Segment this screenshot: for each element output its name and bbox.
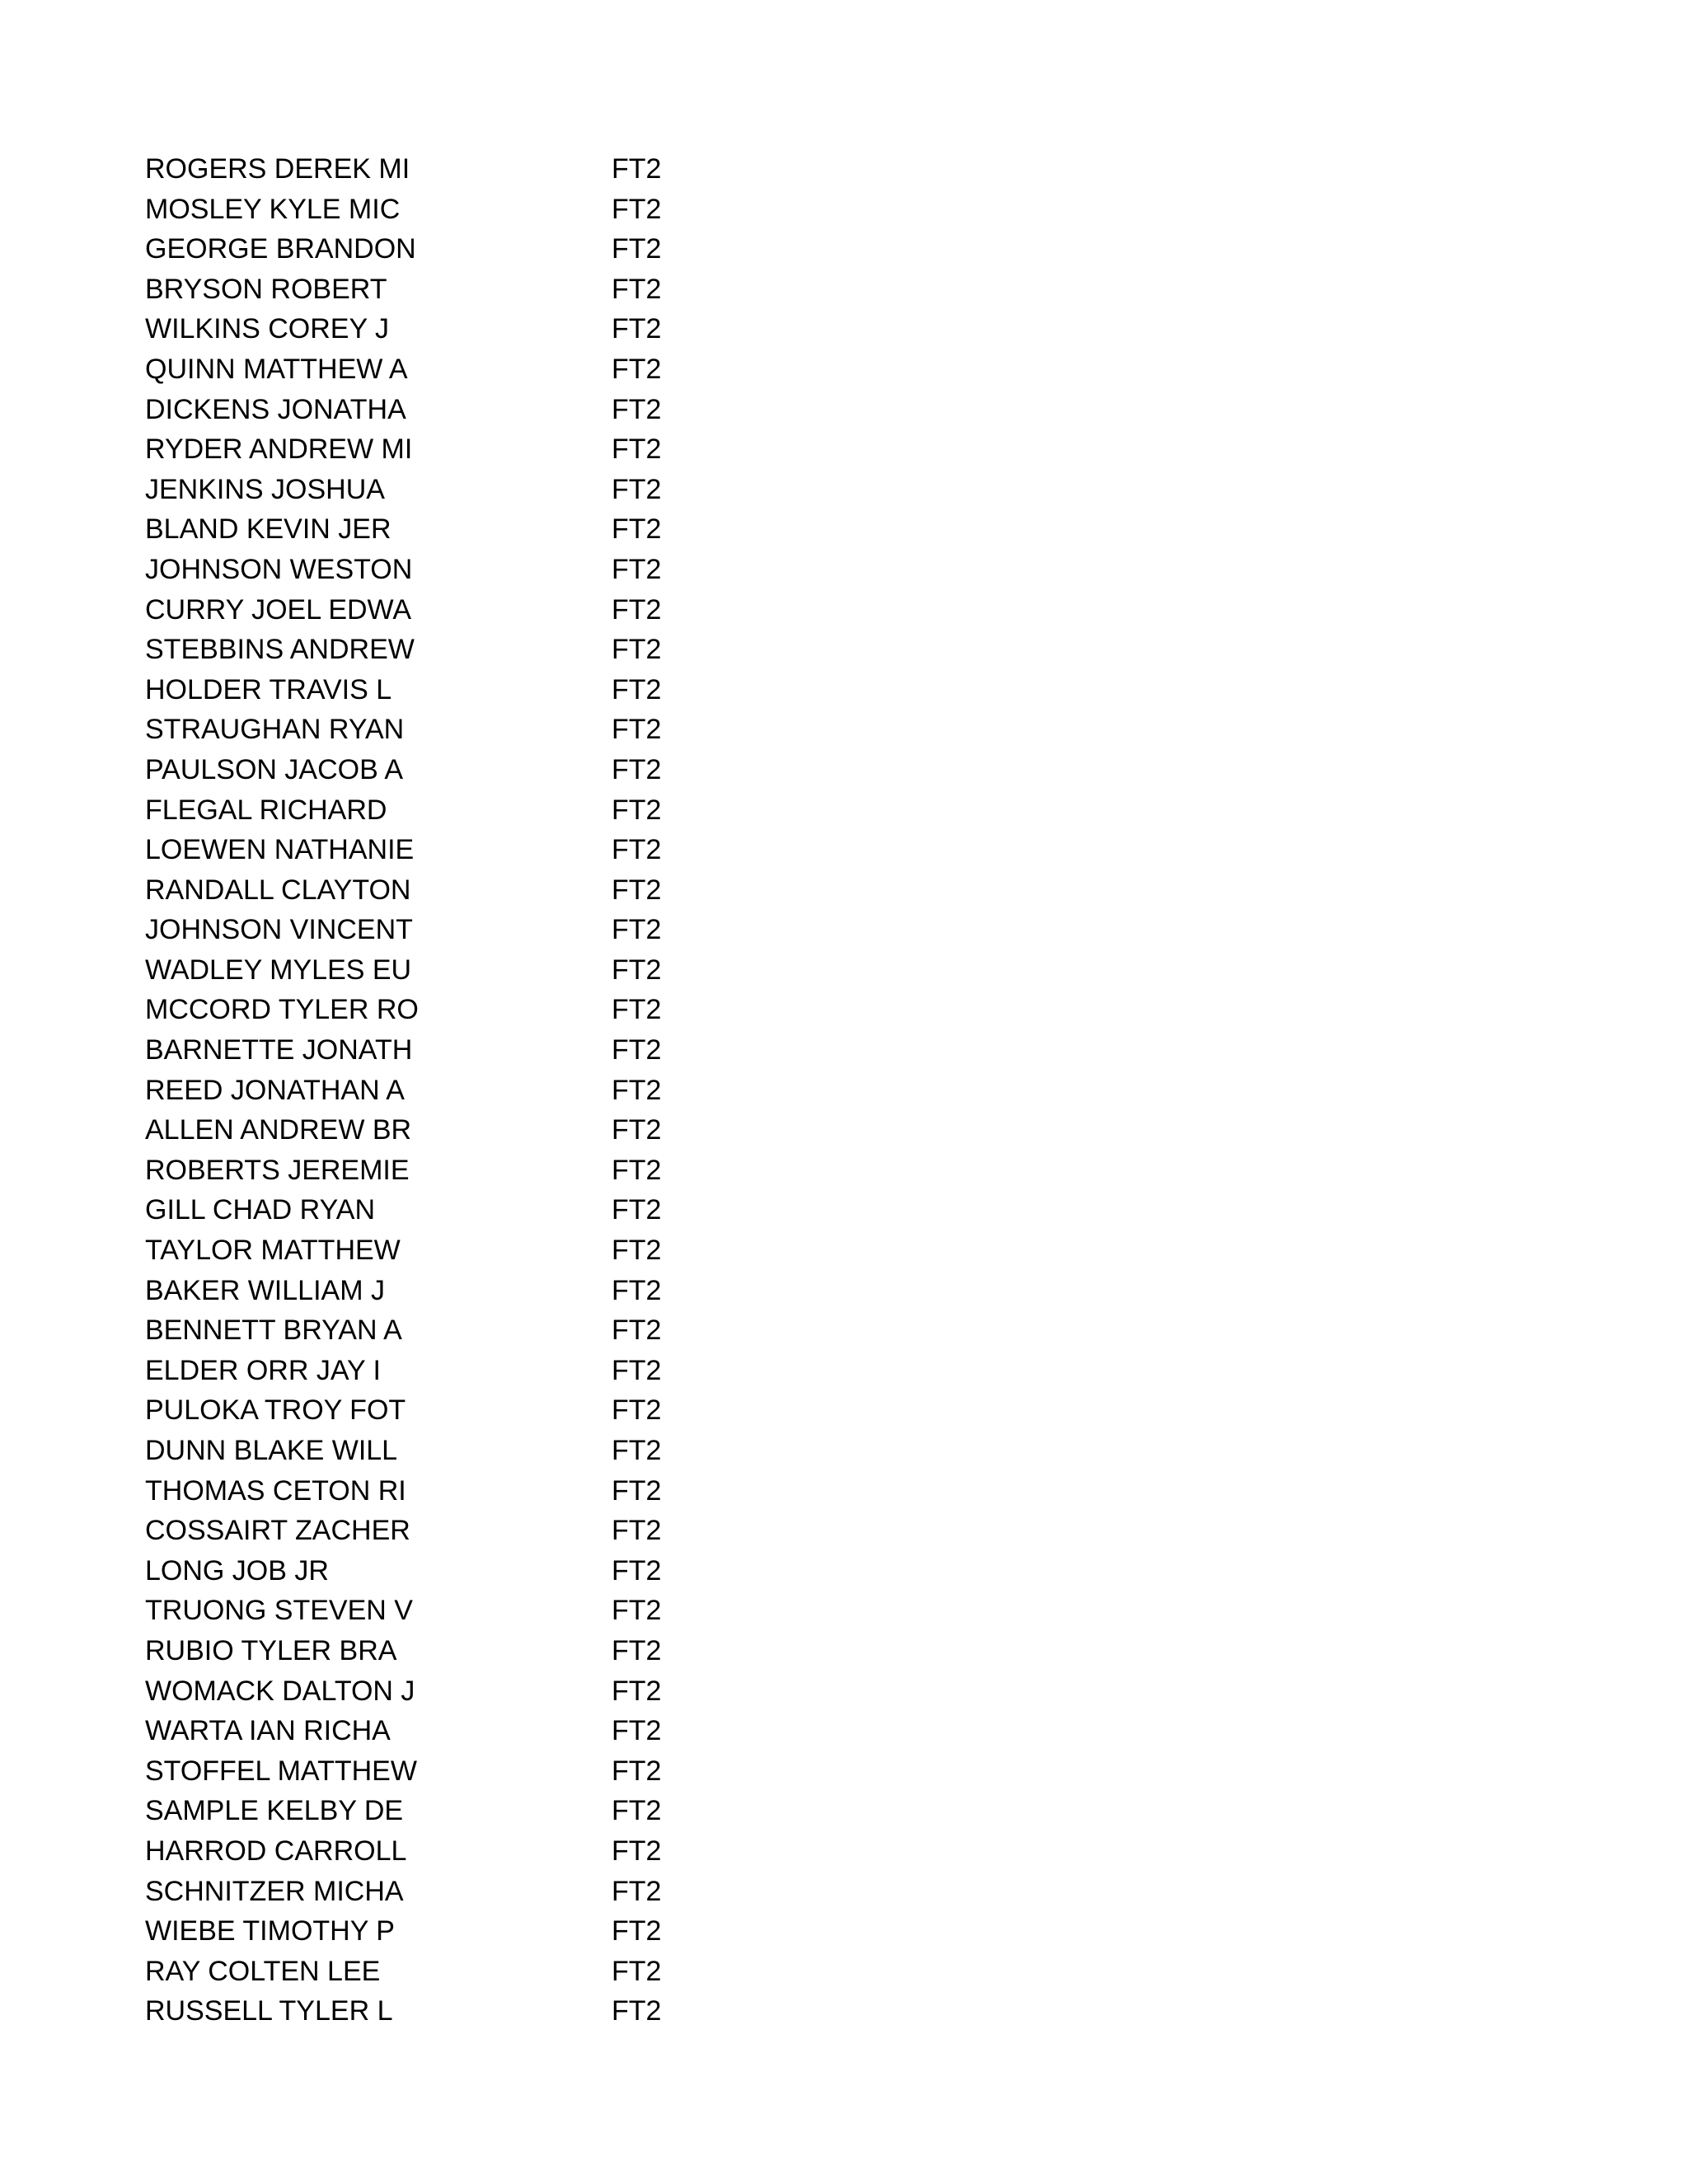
code-cell: FT2 [612,1634,662,1666]
code-cell: FT2 [612,634,662,666]
code-cell: FT2 [612,1194,662,1226]
name-cell: BLAND KEVIN JER [145,513,392,546]
code-cell: FT2 [612,473,662,505]
name-cell: LONG JOB JR [145,1554,329,1586]
name-cell: JOHNSON WESTON [145,553,413,585]
name-cell: BAKER WILLIAM J [145,1274,385,1306]
code-cell: FT2 [612,1715,662,1747]
name-cell: HARROD CARROLL [145,1835,407,1867]
table-row [145,1110,710,1151]
table-row [145,670,710,710]
table-row [145,509,710,550]
code-cell: FT2 [612,553,662,585]
code-cell: FT2 [612,1515,662,1547]
table-row [145,1351,710,1391]
table-row [145,1310,710,1351]
table-row [145,1751,710,1792]
code-cell: FT2 [612,1315,662,1347]
table-row [145,1471,710,1511]
table-row [145,1791,710,1831]
table-row [145,950,710,991]
name-cell: BARNETTE JONATH [145,1034,413,1066]
table-row [145,1551,710,1591]
name-cell: COSSAIRT ZACHER [145,1515,410,1547]
table-row [145,1671,710,1712]
code-cell: FT2 [612,1074,662,1106]
name-cell: RANDALL CLAYTON [145,874,411,906]
table-row [145,309,710,349]
code-cell: FT2 [612,1755,662,1787]
name-cell: QUINN MATTHEW A [145,353,408,385]
table-row [145,1511,710,1551]
table-row [145,990,710,1030]
code-cell: FT2 [612,193,662,225]
code-cell: FT2 [612,753,662,785]
name-cell: REED JONATHAN A [145,1074,405,1106]
table-row [145,149,710,190]
table-row [145,750,710,790]
table-row [145,390,710,430]
code-cell: FT2 [612,1875,662,1907]
name-cell: ROBERTS JEREMIE [145,1154,410,1186]
code-cell: FT2 [612,1034,662,1066]
name-cell: STEBBINS ANDREW [145,634,415,666]
table-row [145,1591,710,1631]
table-row [145,1911,710,1952]
code-cell: FT2 [612,593,662,626]
name-cell: ALLEN ANDREW BR [145,1114,412,1146]
code-cell: FT2 [612,1554,662,1586]
code-cell: FT2 [612,273,662,305]
name-cell: WARTA IAN RICHA [145,1715,391,1747]
table-row [145,710,710,750]
table-row [145,830,710,870]
name-cell: RUSSELL TYLER L [145,1995,393,2027]
code-cell: FT2 [612,1795,662,1827]
code-cell: FT2 [612,874,662,906]
table-row [145,1190,710,1230]
name-cell: WADLEY MYLES EU [145,954,412,986]
code-cell: FT2 [612,794,662,826]
table-row [145,870,710,911]
name-cell: FLEGAL RICHARD [145,794,387,826]
name-cell: THOMAS CETON RI [145,1474,406,1507]
code-cell: FT2 [612,914,662,946]
name-cell: ROGERS DEREK MI [145,153,410,185]
name-cell: MCCORD TYLER RO [145,994,419,1026]
name-cell: RAY COLTEN LEE [145,1955,381,1987]
table-row [145,590,710,630]
name-cell: RUBIO TYLER BRA [145,1634,397,1666]
name-cell: ELDER ORR JAY I [145,1354,381,1386]
table-row [145,550,710,590]
table-row [145,1872,710,1912]
table-row [145,429,710,470]
code-cell: FT2 [612,1274,662,1306]
code-cell: FT2 [612,513,662,546]
table-row [145,269,710,310]
table-row [145,1711,710,1751]
table-row [145,790,710,831]
name-cell: PULOKA TROY FOT [145,1394,406,1427]
code-cell: FT2 [612,673,662,705]
code-cell: FT2 [612,434,662,466]
code-cell: FT2 [612,313,662,345]
name-cell: STRAUGHAN RYAN [145,714,405,746]
table-row [145,229,710,269]
name-cell: MOSLEY KYLE MIC [145,193,401,225]
code-cell: FT2 [612,954,662,986]
code-cell: FT2 [612,1595,662,1627]
table-row [145,1271,710,1311]
table-row [145,1631,710,1671]
name-cell: SCHNITZER MICHA [145,1875,404,1907]
code-cell: FT2 [612,1915,662,1947]
code-cell: FT2 [612,1435,662,1466]
code-cell: FT2 [612,153,662,185]
name-cell: TAYLOR MATTHEW [145,1235,401,1267]
name-cell: HOLDER TRAVIS L [145,673,392,705]
name-cell: CURRY JOEL EDWA [145,593,412,626]
code-cell: FT2 [612,353,662,385]
code-cell: FT2 [612,714,662,746]
name-cell: WIEBE TIMOTHY P [145,1915,395,1947]
code-cell: FT2 [612,1474,662,1507]
code-cell: FT2 [612,994,662,1026]
table-row [145,1030,710,1071]
code-cell: FT2 [612,233,662,265]
name-cell: DICKENS JONATHA [145,393,406,425]
code-cell: FT2 [612,1955,662,1987]
name-cell: BENNETT BRYAN A [145,1315,402,1347]
name-cell: RYDER ANDREW MI [145,434,413,466]
table-row [145,1952,710,1992]
name-cell: WOMACK DALTON J [145,1675,415,1707]
table-row [145,470,710,510]
name-cell: GILL CHAD RYAN [145,1194,376,1226]
name-cell: JOHNSON VINCENT [145,914,413,946]
code-cell: FT2 [612,393,662,425]
code-cell: FT2 [612,1154,662,1186]
name-cell: JENKINS JOSHUA [145,473,385,505]
code-cell: FT2 [612,1835,662,1867]
table-row [145,630,710,670]
code-cell: FT2 [612,1114,662,1146]
code-cell: FT2 [612,1394,662,1427]
roster-table [145,149,710,2032]
name-cell: GEORGE BRANDON [145,233,416,265]
code-cell: FT2 [612,1235,662,1267]
name-cell: SAMPLE KELBY DE [145,1795,404,1827]
table-row [145,1151,710,1191]
table-row [145,910,710,950]
name-cell: LOEWEN NATHANIE [145,834,415,866]
table-row [145,1390,710,1431]
table-row [145,1991,710,2032]
name-cell: BRYSON ROBERT [145,273,387,305]
table-row [145,1071,710,1111]
code-cell: FT2 [612,1995,662,2027]
name-cell: PAULSON JACOB A [145,753,404,785]
name-cell: DUNN BLAKE WILL [145,1435,398,1466]
table-row [145,349,710,390]
code-cell: FT2 [612,1675,662,1707]
code-cell: FT2 [612,834,662,866]
table-row [145,1230,710,1271]
code-cell: FT2 [612,1354,662,1386]
name-cell: WILKINS COREY J [145,313,389,345]
name-cell: STOFFEL MATTHEW [145,1755,417,1787]
table-row [145,190,710,230]
table-row [145,1831,710,1872]
table-row [145,1431,710,1471]
name-cell: TRUONG STEVEN V [145,1595,413,1627]
